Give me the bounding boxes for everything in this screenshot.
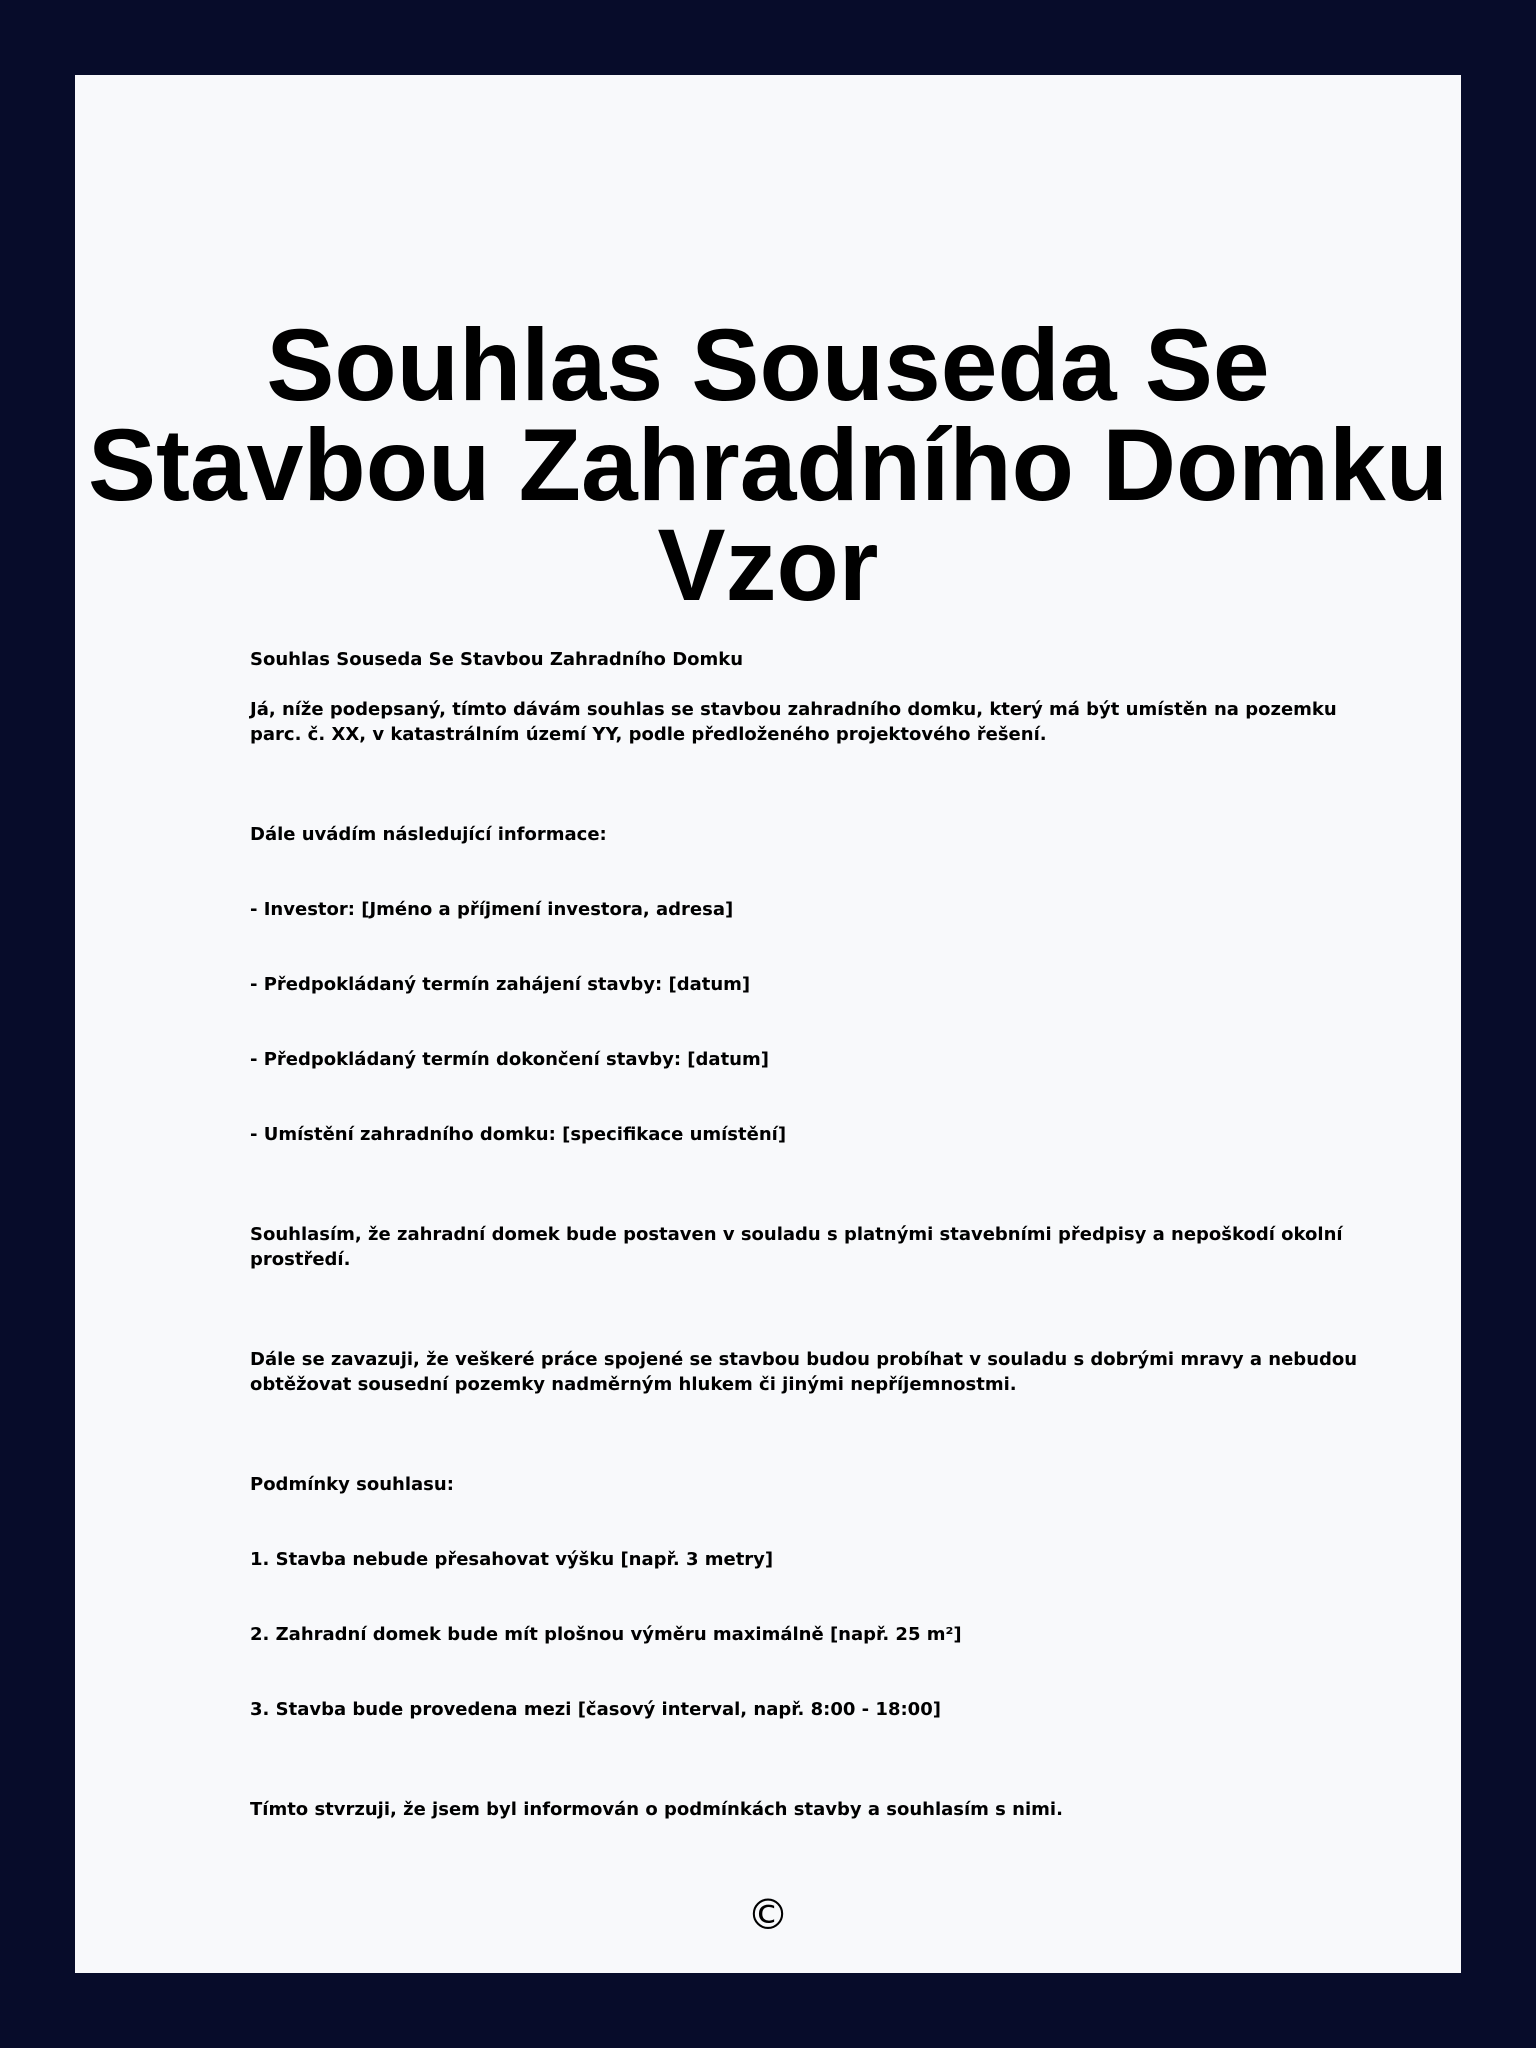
title-line-1: Souhlas Souseda Se <box>266 308 1270 422</box>
condition-2: 2. Zahradní domek bude mít plošnou výměru maximálně [např. 25 m²] <box>250 1624 962 1645</box>
condition-1: 1. Stavba nebude přesahovat výšku [např. 3 metry] <box>250 1549 774 1570</box>
info-intro: Dále uvádím následující informace: <box>250 824 607 845</box>
info-start-date: - Předpokládaný termín zahájení stavby: [datum] <box>250 974 751 995</box>
conditions-heading: Podmínky souhlasu: <box>250 1474 454 1495</box>
consent-statement: Já, níže podepsaný, tímto dávám souhlas se stavbou zahradního domku, který má být umístěn na pozemku parc. č. XX, v katastrálním území YY, podle předloženého projektového řešení. <box>250 699 1343 745</box>
document-title <box>75 308 1461 622</box>
info-end-date: - Předpokládaný termín dokončení stavby: [datum] <box>250 1049 769 1070</box>
body-heading: Souhlas Souseda Se Stavbou Zahradního Domku <box>250 649 744 670</box>
regulations-statement: Souhlasím, že zahradní domek bude postaven v souladu s platnými stavebními předpisy a nepoškodí okolní prostředí. <box>250 1224 1349 1270</box>
info-location: - Umístění zahradního domku: [specifikace umístění] <box>250 1124 787 1145</box>
copyright-icon: © <box>747 1890 789 1939</box>
confirmation-statement: Tímto stvrzuji, že jsem byl informován o podmínkách stavby a souhlasím s nimi. <box>250 1799 1063 1820</box>
info-investor: - Investor: [Jméno a příjmení investora, adresa] <box>250 899 734 920</box>
document-body <box>250 647 1370 1822</box>
title-line-3: Vzor <box>657 508 879 622</box>
conduct-statement: Dále se zavazuji, že veškeré práce spojené se stavbou budou probíhat v souladu s dobrými mravy a nebudou obtěžovat sousední pozemky nadměrným hlukem či jinými nepříjemnostmi. <box>250 1349 1364 1395</box>
title-line-2: Stavbou Zahradního Domku <box>87 408 1449 522</box>
document-page <box>75 75 1461 1973</box>
condition-3: 3. Stavba bude provedena mezi [časový interval, např. 8:00 - 18:00] <box>250 1699 941 1720</box>
